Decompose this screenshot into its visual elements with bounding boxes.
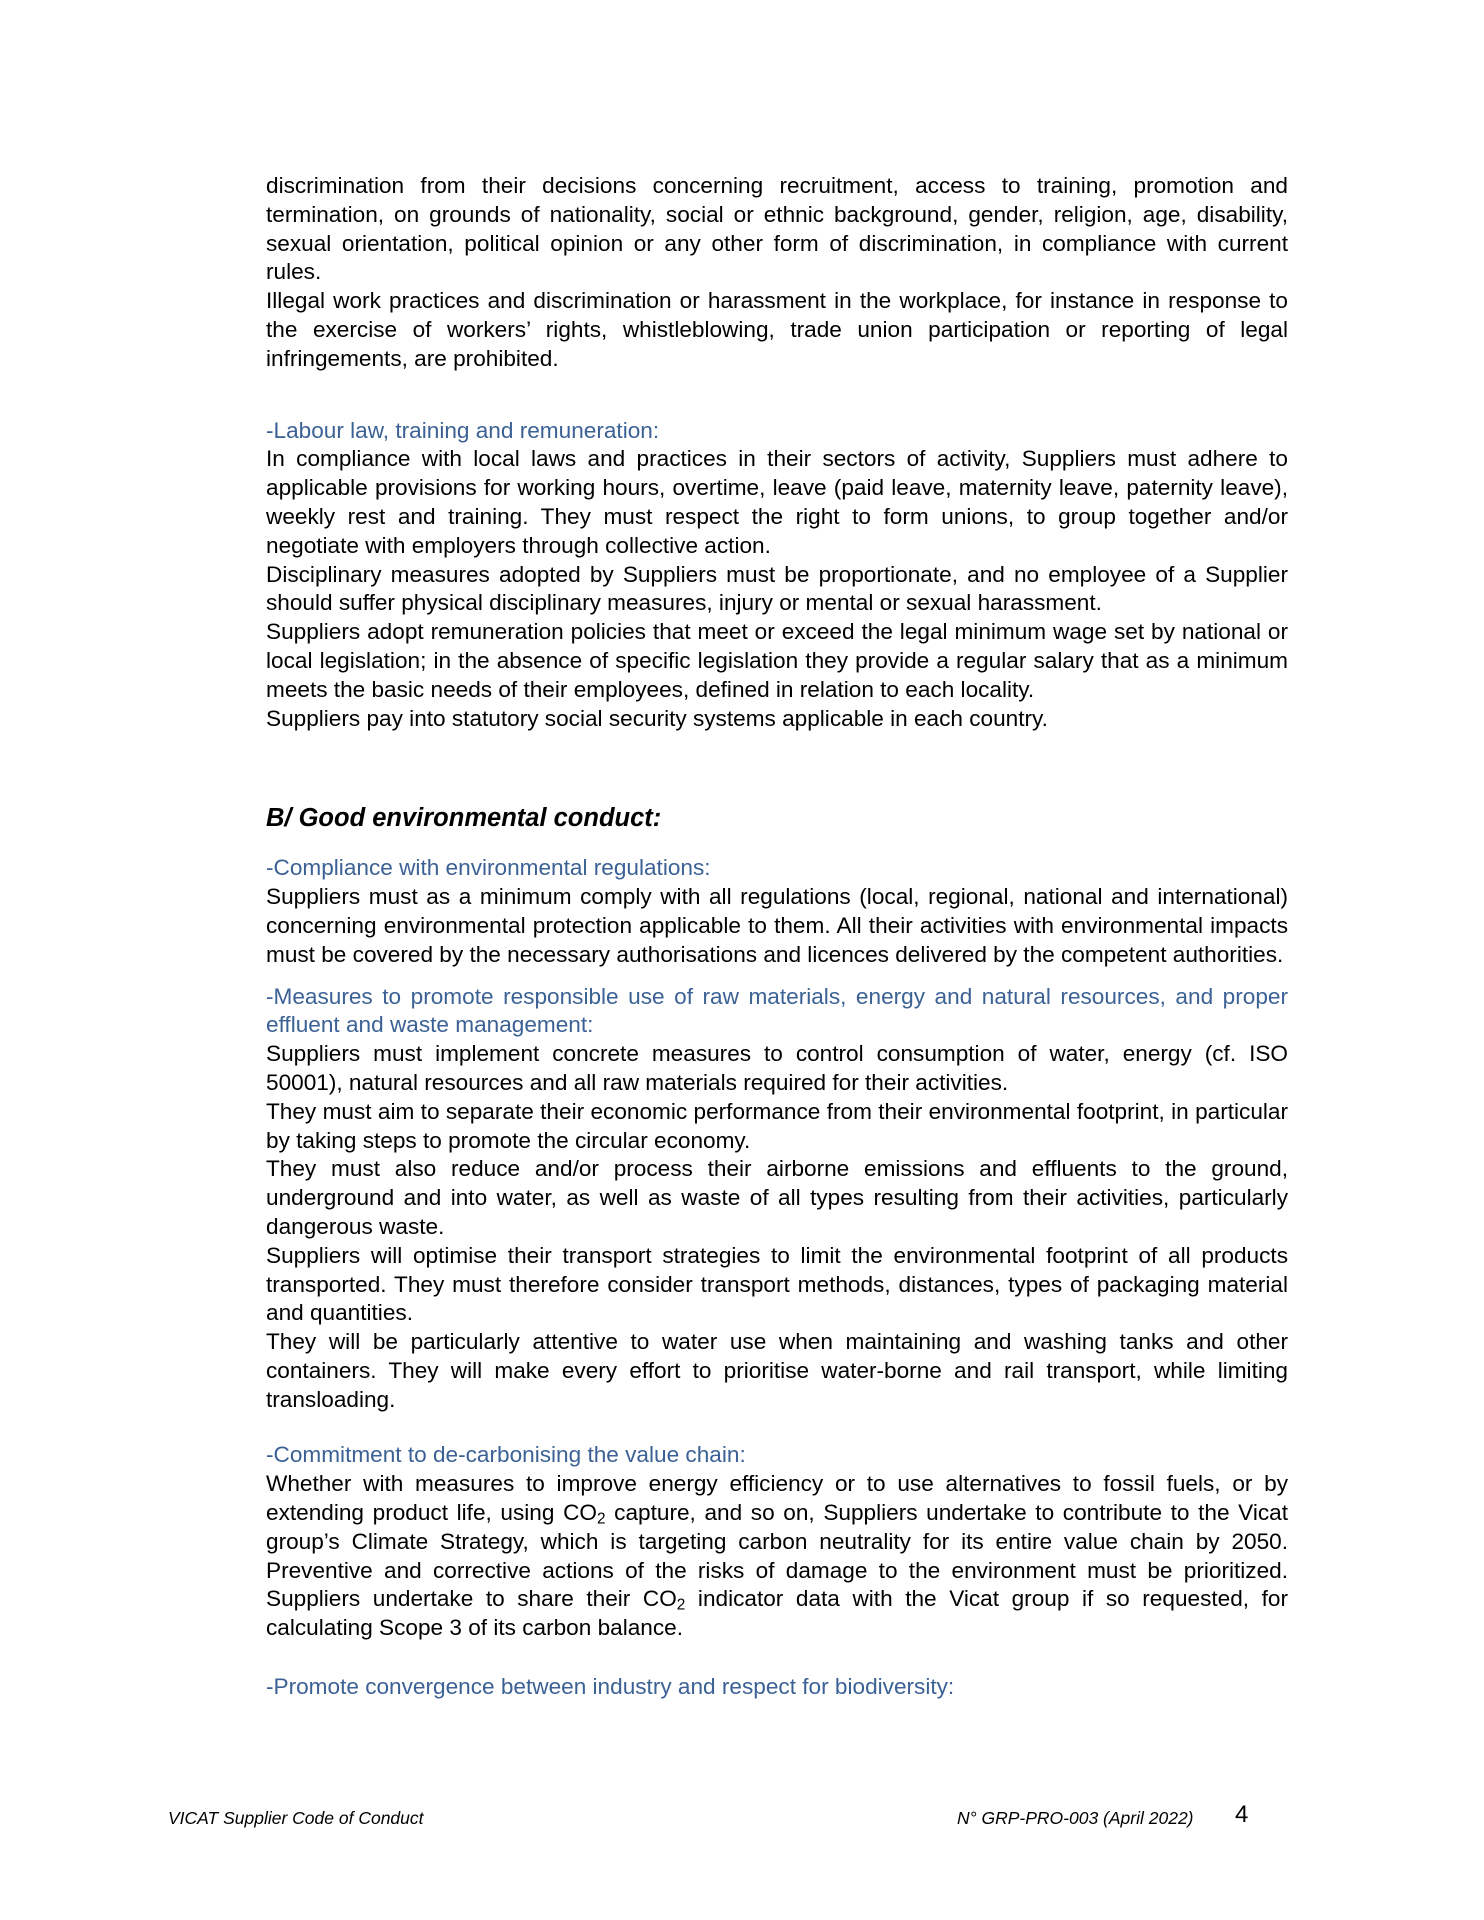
intro-paragraph-1: discrimination from their decisions concerning recruitment, access to training, promotion and termination, on grounds of nationality, social or ethnic background, gender, religion, age, disability, sexual orientation, political opinion or any other form of discrimination, in compliance with current rules.: [266, 173, 1288, 285]
labour-heading: -Labour law, training and remuneration:: [266, 417, 660, 443]
page-number: 4: [1235, 1801, 1249, 1828]
measures-paragraph-3: They must also reduce and/or process their airborne emissions and effluents to the ground, underground and into water, as well as waste of all types resulting from their activities, particularly dangerous waste.: [266, 1156, 1288, 1239]
labour-paragraph-4: Suppliers pay into statutory social security systems applicable in each country.: [266, 705, 1048, 731]
co2-subscript-1: 2: [596, 1510, 606, 1528]
labour-paragraph-2: Disciplinary measures adopted by Suppliers must be proportionate, and no employee of a Supplier should suffer physical disciplinary measures, injury or mental or sexual harassment.: [266, 561, 1288, 616]
measures-paragraph-2: They must aim to separate their economic performance from their environmental footprint, in particular by taking steps to promote the circular economy.: [266, 1098, 1288, 1153]
decarbonisation-paragraph: [266, 1470, 1288, 1643]
section-b-title: B/ Good environmental conduct:: [266, 804, 662, 833]
decarbonisation-heading: -Commitment to de-carbonising the value chain:: [266, 1442, 746, 1468]
footer-document-title: VICAT Supplier Code of Conduct: [168, 1808, 424, 1828]
biodiversity-heading: -Promote convergence between industry and respect for biodiversity:: [266, 1674, 955, 1700]
footer-document-reference: N° GRP-PRO-003 (April 2022): [957, 1808, 1194, 1828]
labour-paragraph-1: In compliance with local laws and practices in their sectors of activity, Suppliers must adhere to applicable provisions for working hours, overtime, leave (paid leave, maternity leave, paternity leave), weekly rest and training. They must respect the right to form unions, to group together and/or negotiate with employers through collective action.: [266, 446, 1288, 558]
decarbonisation-text-3: indicator data with the Vicat group if so requested, for calculating Scope 3 of its carbon balance.: [266, 1586, 1288, 1641]
measures-paragraph-4: Suppliers will optimise their transport strategies to limit the environmental footprint of all products transported. They must therefore consider transport methods, distances, types of packaging material and quantities.: [266, 1242, 1288, 1326]
co2-subscript-2: 2: [676, 1596, 686, 1614]
labour-paragraph-3: Suppliers adopt remuneration policies that meet or exceed the legal minimum wage set by national or local legislation; in the absence of specific legislation they provide a regular salary that as a minimum meets the basic needs of their employees, defined in relation to each locality.: [266, 619, 1288, 702]
document-body: [266, 172, 1288, 1702]
intro-paragraph-2: Illegal work practices and discrimination or harassment in the workplace, for instance in response to the exercise of workers’ rights, whistleblowing, trade union participation or reporting of legal infringements, are prohibited.: [266, 288, 1288, 371]
compliance-heading: -Compliance with environmental regulations:: [266, 855, 711, 881]
measures-heading: -Measures to promote responsible use of raw materials, energy and natural resources, and proper effluent and waste management:: [266, 983, 1288, 1038]
decarbonisation-text-1: Whether with measures to improve energy efficiency or to use alternatives to fossil fuels, or by extending product life, using CO: [266, 1471, 1288, 1526]
measures-paragraph-5: They will be particularly attentive to water use when maintaining and washing tanks and other containers. They will make every effort to prioritise water-borne and rail transport, while limiting transloading.: [266, 1329, 1288, 1412]
measures-paragraph-1: Suppliers must implement concrete measures to control consumption of water, energy (cf. ISO 50001), natural resources and all raw materials required for their activities.: [266, 1041, 1288, 1095]
decarbonisation-text-2: capture, and so on, Suppliers undertake to contribute to the Vicat group’s Climate Strategy, which is targeting carbon neutrality for its entire value chain by 2050. Preventive and corrective actions of the risks of damage to the environment must be prioritized. Suppliers undertake to share their CO: [266, 1500, 1288, 1612]
compliance-paragraph-1: Suppliers must as a minimum comply with all regulations (local, regional, national and international) concerning environmental protection applicable to them. All their activities with environmental impacts must be covered by the necessary authorisations and licences delivered by the competent authorities.: [266, 884, 1288, 967]
